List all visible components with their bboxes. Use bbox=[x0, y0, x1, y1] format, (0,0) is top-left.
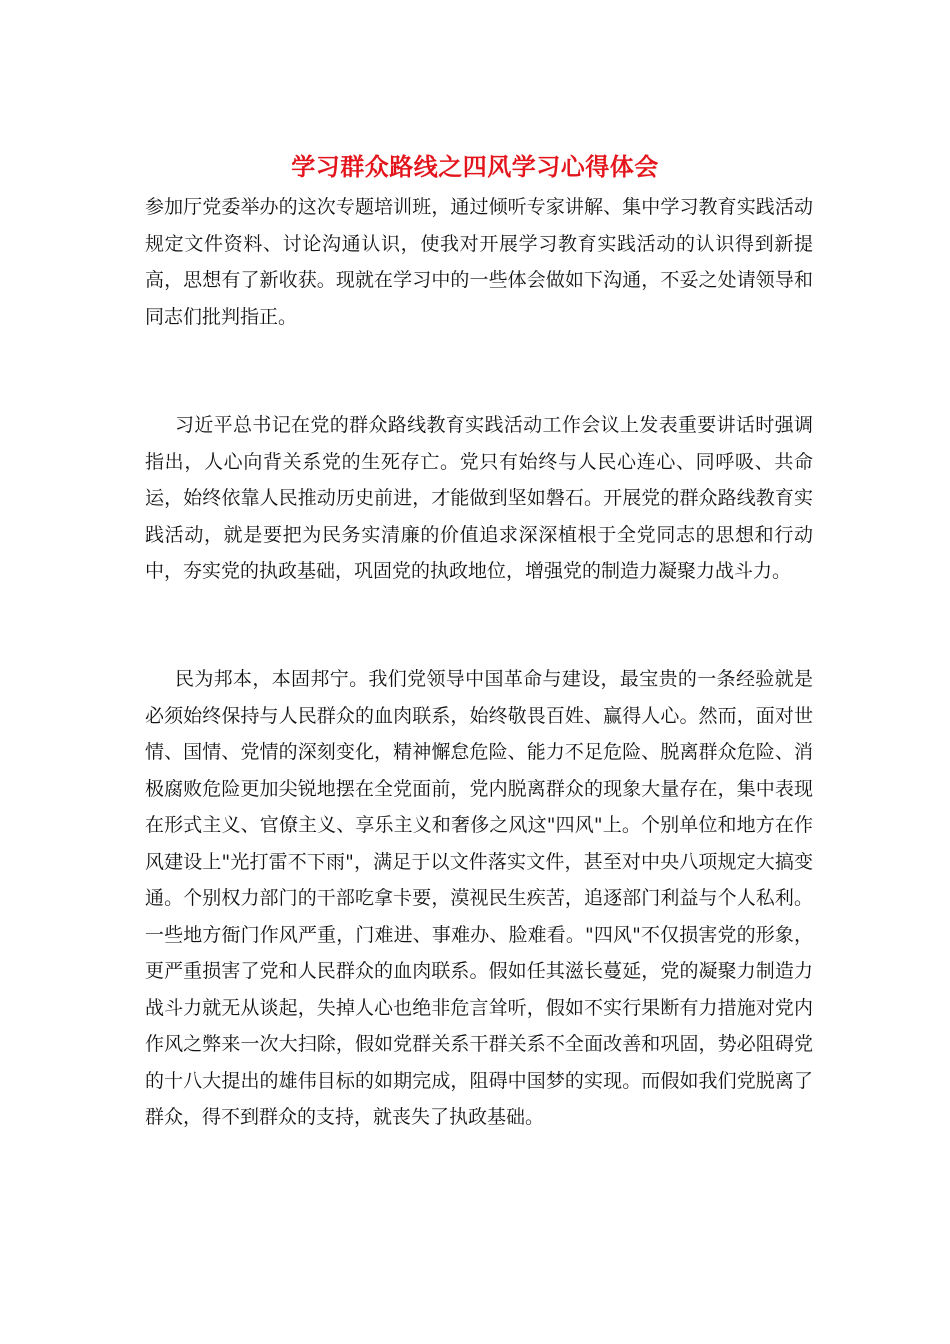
document-title: 学习群众路线之四风学习心得体会 bbox=[291, 152, 659, 181]
paragraph-four-winds: 民为邦本，本固邦宁。我们党领导中国革命与建设，最宝贵的一条经验就是必须始终保持与人民群众的血肉联系，始终敬畏百姓、赢得人心。然而，面对世情、国情、党情的深刻变化，精神懈怠危险、能力不足危险、脱离群众危险、消极腐败危险更加尖锐地摆在全党面前，党内脱离群众的现象大量存在，集中表现在形式主义、官僚主义、享乐主义和奢侈之风这"四风"上。个别单位和地方在作风建设上"光打雷不下雨"，满足于以文件落实文件，甚至对中央八项规定大搞变通。个别权力部门的干部吃拿卡要，漠视民生疾苦，追逐部门利益与个人私利。一些地方衙门作风严重，门难进、事难办、脸难看。"四风"不仅损害党的形象，更严重损害了党和人民群众的血肉联系。假如任其滋长蔓延，党的凝聚力制造力战斗力就无从谈起，失掉人心也绝非危言耸听，假如不实行果断有力措施对党内作风之弊来一次大扫除，假如党群关系干群关系不全面改善和巩固，势必阻碍党的十八大提出的雄伟目标的如期完成，阻碍中国梦的实现。而假如我们党脱离了群众，得不到群众的支持，就丧失了执政基础。 bbox=[145, 668, 813, 1128]
paragraph-speech: 习近平总书记在党的群众路线教育实践活动工作会议上发表重要讲话时强调指出，人心向背关系党的生死存亡。党只有始终与人民心连心、同呼吸、共命运，始终依靠人民推动历史前进，才能做到坚如磐石。开展党的群众路线教育实践活动，就是要把为民务实清廉的价值追求深深植根于全党同志的思想和行动中，夯实党的执政基础，巩固党的执政地位，增强党的制造力凝聚力战斗力。 bbox=[145, 414, 813, 582]
paragraph-intro: 参加厅党委举办的这次专题培训班，通过倾听专家讲解、集中学习教育实践活动规定文件资料、讨论沟通认识，使我对开展学习教育实践活动的认识得到新提高，思想有了新收获。现就在学习中的一些体会做如下沟通，不妥之处请领导和同志们批判指正。 bbox=[145, 196, 813, 328]
